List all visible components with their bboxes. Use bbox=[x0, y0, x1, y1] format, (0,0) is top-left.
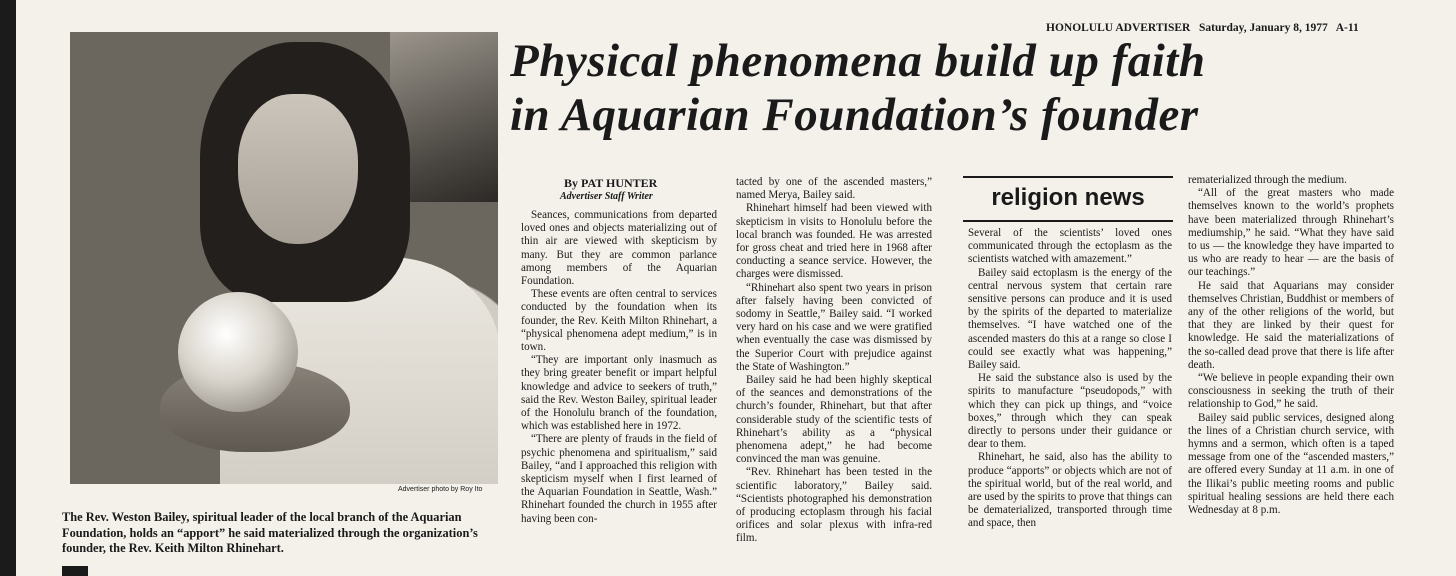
headline-line-1: Physical phenomena build up faith bbox=[510, 35, 1206, 87]
paragraph: Bailey said public services, designed along the lines of a Christian church service, with hymns and a sermon, which often is a taped message from one of the “ascended masters,” are offered every Sunday at 11 a.m. in one of the Ilikai’s public meeting rooms and public spiritual healing sessions are held there each Wednesday at 8 p.m. bbox=[1188, 411, 1394, 517]
article-column-2 bbox=[736, 176, 932, 546]
paragraph: “Rev. Rhinehart has been tested in the scientific laboratory,” Bailey said. “Scientists photographed his demonstration of producing ectoplasm through his facial orifices and solar plexus with infra-red film. bbox=[736, 466, 932, 545]
page-edge-rule bbox=[0, 0, 16, 576]
paragraph: Seances, communications from departed loved ones and objects materializing out of thin air are viewed with skepticism by many. But they are common parlance among members of the Aquarian Foundation. bbox=[521, 209, 717, 288]
article-photo bbox=[70, 32, 498, 484]
headline-line-2: in Aquarian Foundation’s founder bbox=[510, 89, 1199, 141]
photo-caption: The Rev. Weston Bailey, spiritual leader of the local branch of the Aquarian Foundation, holds an “apport” he said materialized through the organization’s founder, the Rev. Keith Milton Rhinehart. bbox=[62, 510, 478, 556]
paragraph: “Rhinehart also spent two years in prison after falsely having been convicted of sodomy in Seattle,” Bailey said. “I worked very hard on his case and we were gratified when eventually the case was dismissed by the Superior Court with prejudice against the State of Washington.” bbox=[736, 281, 932, 373]
paragraph: “All of the great masters who made themselves known to the world’s prophets have been materialized through Rhinehart’s mediumship,” he said. “What they have said to us — the knowledge they have imparted to us who are ready to hear — are the basis of our teachings.” bbox=[1188, 187, 1394, 279]
paragraph: “There are plenty of frauds in the field of psychic phenomena and spiritualism,” said Bailey, “and I approached this religion with skepticism myself when I first learned of the Aquarian Foundation in Seattle, Wash.” Rhinehart founded the church in 1955 after having been con- bbox=[521, 433, 717, 525]
paragraph: Several of the scientists’ loved ones communicated through the ectoplasm as the scientists watched with amazement.” bbox=[968, 227, 1172, 266]
byline-title: Advertiser Staff Writer bbox=[560, 191, 653, 202]
paragraph: “We believe in people expanding their own consciousness in seeking the truth of their relationship to God,” he said. bbox=[1188, 372, 1394, 411]
paragraph: tacted by one of the ascended masters,” named Merya, Bailey said. bbox=[736, 176, 932, 202]
paragraph: Bailey said ectoplasm is the energy of the central nervous system that certain rare sensitive persons can produce and it is used by the spirits of the departed to materialize themselves. “I have watched one of the ascended masters do this at a range so close I could see exactly what was happening,” Bailey said. bbox=[968, 266, 1172, 372]
paragraph: Rhinehart, he said, also has the ability to produce “apports” or objects which are not of the spiritual world, but of the real world, and are used by the spirits to prove that things can be dematerialized, transported through time and space, then bbox=[968, 451, 1172, 530]
article-column-4 bbox=[1188, 174, 1394, 517]
photo-crystal-ball bbox=[178, 292, 298, 412]
photo-credit: Advertiser photo by Roy Ito bbox=[398, 486, 483, 493]
next-article-fragment bbox=[62, 566, 88, 576]
paragraph: These events are often central to services conducted by the foundation when its founder, the Rev. Keith Milton Rhinehart, a “physical phenomena adept medium,” is in town. bbox=[521, 288, 717, 354]
masthead-date: Saturday, January 8, 1977 bbox=[1198, 22, 1328, 34]
article-column-1 bbox=[521, 209, 717, 526]
paragraph: rematerialized through the medium. bbox=[1188, 174, 1347, 186]
headline bbox=[510, 34, 1450, 142]
paragraph: Rhinehart himself had been viewed with skepticism in visits to Honolulu before the local branch was founded. He was arrested for gross cheat and tried here in 1968 after conducting a seance service. However, the charges were dismissed. bbox=[736, 202, 932, 281]
paragraph: Bailey said he had been highly skeptical of the seances and demonstrations of the church’s founder, Rhinehart, but that after considerable study of the scientific tests of Rhinehart’s ability as a “physical phenomena adept,” he had become convinced the man was genuine. bbox=[736, 374, 932, 466]
masthead-page: A-11 bbox=[1335, 22, 1359, 34]
paragraph: He said the substance also is used by the spirits to manufacture “pseudopods,” with which they can pick up things, and “voice boxes,” through which they can speak directly to persons under their guidance or dear to them. bbox=[968, 372, 1172, 451]
article-column-3 bbox=[968, 227, 1172, 531]
section-label-box bbox=[963, 176, 1173, 222]
byline-author: By PAT HUNTER bbox=[564, 176, 658, 190]
masthead-paper: HONOLULU ADVERTISER bbox=[1046, 22, 1191, 34]
paragraph: He said that Aquarians may consider themselves Christian, Buddhist or members of any of the other religions of the world, but that they are linked by their quest for knowledge. He said the materializations of the so-called dead prove that there is life after death. bbox=[1188, 279, 1394, 371]
paragraph: “They are important only inasmuch as they bring greater benefit or impart helpful knowledge and advice to seekers of truth,” said the Rev. Weston Bailey, spiritual leader of the Honolulu branch of the foundation, which was established here in 1972. bbox=[521, 354, 717, 433]
masthead bbox=[1046, 22, 1359, 34]
photo-face bbox=[238, 94, 358, 244]
section-label: religion news bbox=[991, 184, 1145, 211]
